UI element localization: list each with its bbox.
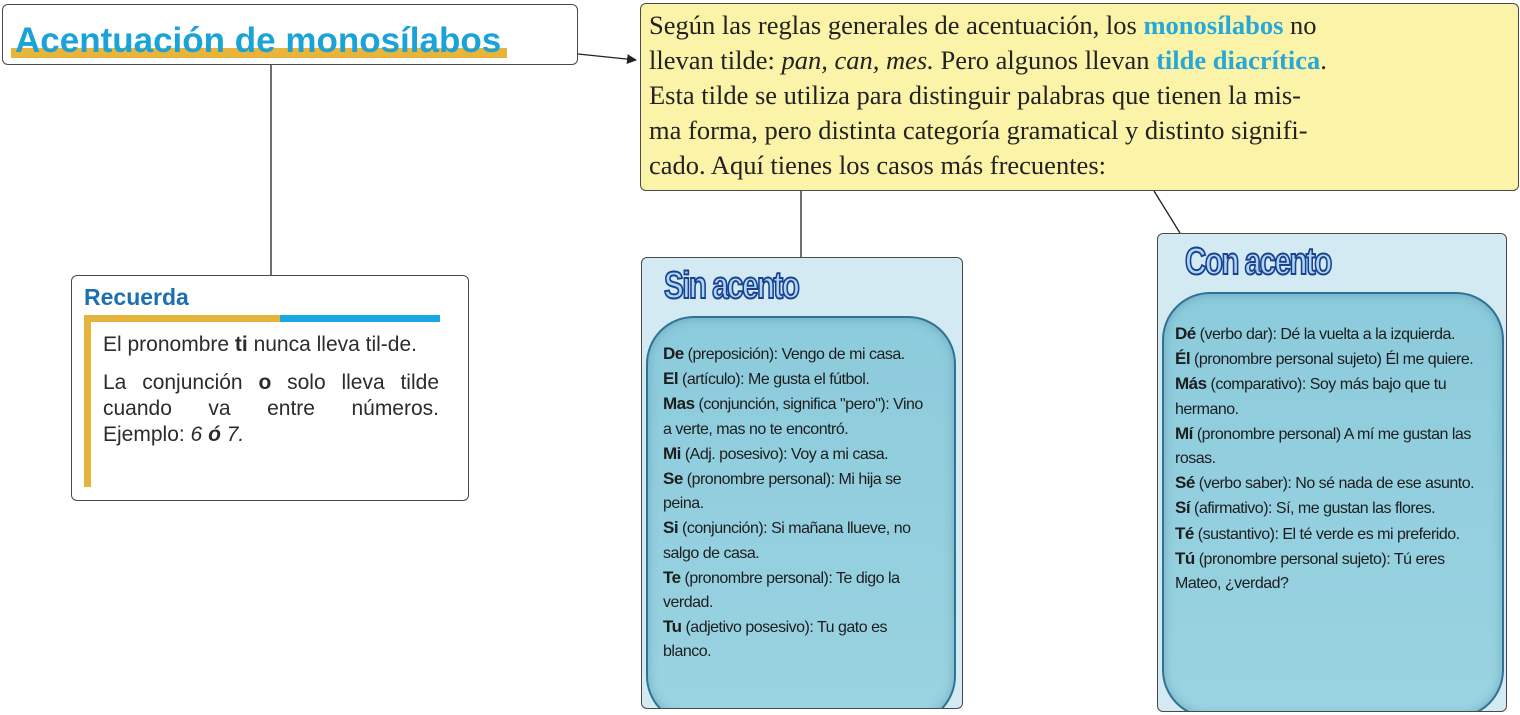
sin-acento-entry (663, 367, 935, 392)
intro-line-1 (649, 8, 1512, 43)
entry-word: Él (1175, 349, 1191, 369)
sin-acento-node (641, 257, 963, 709)
entry-example: : Te digo la verdad. (663, 569, 900, 612)
entry-word: Se (663, 469, 683, 489)
entry-example: : Vino a verte, mas no te encontró. (663, 396, 923, 438)
entry-example: Él me quiere. (1381, 351, 1474, 369)
entry-category: (afirmativo) (1190, 500, 1269, 518)
intro-text: Pero algunos llevan (933, 45, 1157, 75)
sin-acento-entry (663, 615, 935, 664)
con-acento-entry (1175, 496, 1480, 521)
entry-category: (conjunción, significa "pero") (694, 396, 886, 414)
entry-category: (conjunción) (678, 520, 764, 538)
entry-example: : Dé la vuelta a la izquierda. (1272, 326, 1455, 343)
con-acento-title: Con acento (1185, 241, 1331, 283)
entry-example: : Me gusta el fútbol. (740, 371, 870, 389)
entry-category: (comparativo) (1206, 376, 1302, 394)
entry-category: (Adj. posesivo) (680, 445, 784, 463)
entry-example: : Soy más bajo que tu hermano. (1175, 376, 1447, 418)
recuerda-side-bar (84, 315, 91, 487)
sin-acento-entry (663, 467, 935, 516)
intro-text: . (1320, 45, 1327, 75)
entry-example: : Voy a mi casa. (783, 445, 889, 463)
recuerda-accent-bar-blue (280, 315, 440, 322)
entry-category: (sustantivo) (1193, 525, 1275, 543)
entry-example: : Vengo de mi casa. (773, 346, 905, 363)
intro-examples: pan, can, mes. (781, 45, 934, 75)
entry-category: (pronombre personal) (682, 471, 831, 489)
entry-category: (pronombre personal sujeto) (1194, 550, 1387, 568)
note-example-number (191, 423, 245, 446)
sin-acento-title: Sin acento (664, 265, 799, 307)
entry-example: : Sí, me gustan las flores. (1268, 500, 1436, 518)
recuerda-note-o (103, 370, 439, 448)
sin-acento-list (663, 342, 935, 665)
entry-word: Sé (1175, 473, 1195, 493)
intro-line-4: ma forma, pero distinta categoría gramatical y distinto signifi- (649, 115, 1308, 145)
entry-example: : No sé nada de ese asunto. (1287, 475, 1475, 493)
highlight-monosilabos: monosílabos (1143, 10, 1284, 40)
entry-word: Más (1175, 374, 1207, 394)
sin-acento-entry (663, 392, 935, 441)
con-acento-entry (1175, 471, 1480, 496)
entry-word: Tú (1175, 548, 1195, 568)
note-keyword: ó (208, 423, 221, 446)
recuerda-note-ti (103, 332, 439, 358)
sin-acento-entry (663, 566, 935, 615)
intro-text: llevan tilde: (649, 45, 782, 75)
entry-word: El (663, 369, 679, 389)
con-acento-node (1157, 233, 1507, 712)
sin-acento-entry (663, 516, 935, 565)
entry-example: : Mi hija se peina. (663, 471, 902, 513)
con-acento-list (1175, 322, 1480, 596)
entry-category: (pronombre personal) (1192, 425, 1341, 443)
note-text: La conjunción (103, 371, 259, 394)
highlight-tilde-diacritica: tilde diacrítica (1156, 45, 1321, 75)
intro-line-2 (649, 43, 1512, 78)
entry-category: (verbo dar) (1195, 326, 1273, 343)
sin-acento-entry (663, 442, 935, 467)
title-node (2, 4, 578, 65)
entry-word: Té (1175, 523, 1194, 543)
entry-category: (verbo saber) (1194, 475, 1288, 493)
con-acento-entry (1175, 322, 1480, 347)
recuerda-accent-bar-yellow (84, 315, 280, 322)
entry-example: A mí me gustan las rosas. (1175, 425, 1471, 468)
entry-word: Si (663, 518, 679, 538)
intro-text: Según las reglas generales de acentuación, los (649, 10, 1144, 40)
note-text: solo lleva tilde cuando va entre números. (103, 371, 439, 420)
con-acento-entry (1175, 422, 1480, 471)
note-text: El pronombre (103, 333, 235, 356)
note-text: Ejemplo: (103, 423, 185, 446)
entry-word: Tu (663, 617, 682, 637)
connector-intro-to-con-acento (1154, 191, 1180, 233)
entry-word: Sí (1175, 498, 1191, 518)
entry-example: : El té verde es mi preferido. (1274, 525, 1460, 543)
entry-example: : Tu gato es blanco. (663, 619, 887, 661)
note-example (103, 423, 244, 446)
sin-acento-entry (663, 342, 935, 367)
diagram-title: Acentuación de monosílabos (11, 21, 507, 61)
con-acento-entry (1175, 372, 1480, 421)
intro-text: no (1283, 10, 1317, 40)
note-text: 6 (190, 423, 209, 446)
entry-word: Mi (663, 443, 681, 463)
con-acento-entry (1175, 547, 1480, 596)
entry-word: Mí (1175, 423, 1193, 443)
recuerda-node (71, 275, 469, 501)
recuerda-body (103, 332, 439, 460)
entry-word: Dé (1175, 324, 1196, 343)
intro-line-5: cado. Aquí tienes los casos más frecuentes: (649, 150, 1106, 180)
note-keyword: o (258, 371, 272, 394)
entry-category: (artículo) (678, 371, 741, 389)
entry-category: (pronombre personal) (680, 569, 829, 587)
entry-word: De (663, 344, 684, 363)
entry-example: : Tú eres Mateo, ¿verdad? (1175, 550, 1445, 593)
recuerda-title: Recuerda (84, 284, 189, 310)
con-acento-entry (1175, 347, 1480, 372)
entry-example: : Si mañana llueve, no salgo de casa. (663, 520, 911, 562)
entry-word: Te (663, 567, 681, 587)
intro-node (640, 3, 1519, 191)
entry-category: (adjetivo posesivo) (681, 619, 810, 637)
intro-line-3: Esta tilde se utiliza para distinguir palabras que tienen la mis- (649, 80, 1301, 110)
entry-word: Mas (663, 394, 695, 414)
note-text: nunca lleva til-de. (247, 333, 417, 356)
entry-category: (preposición) (683, 346, 774, 363)
note-text: 7. (220, 423, 245, 446)
entry-category: (pronombre personal sujeto) (1190, 351, 1382, 369)
arrow-title-to-intro (578, 54, 636, 60)
note-keyword: ti (234, 333, 248, 356)
con-acento-entry (1175, 522, 1480, 547)
